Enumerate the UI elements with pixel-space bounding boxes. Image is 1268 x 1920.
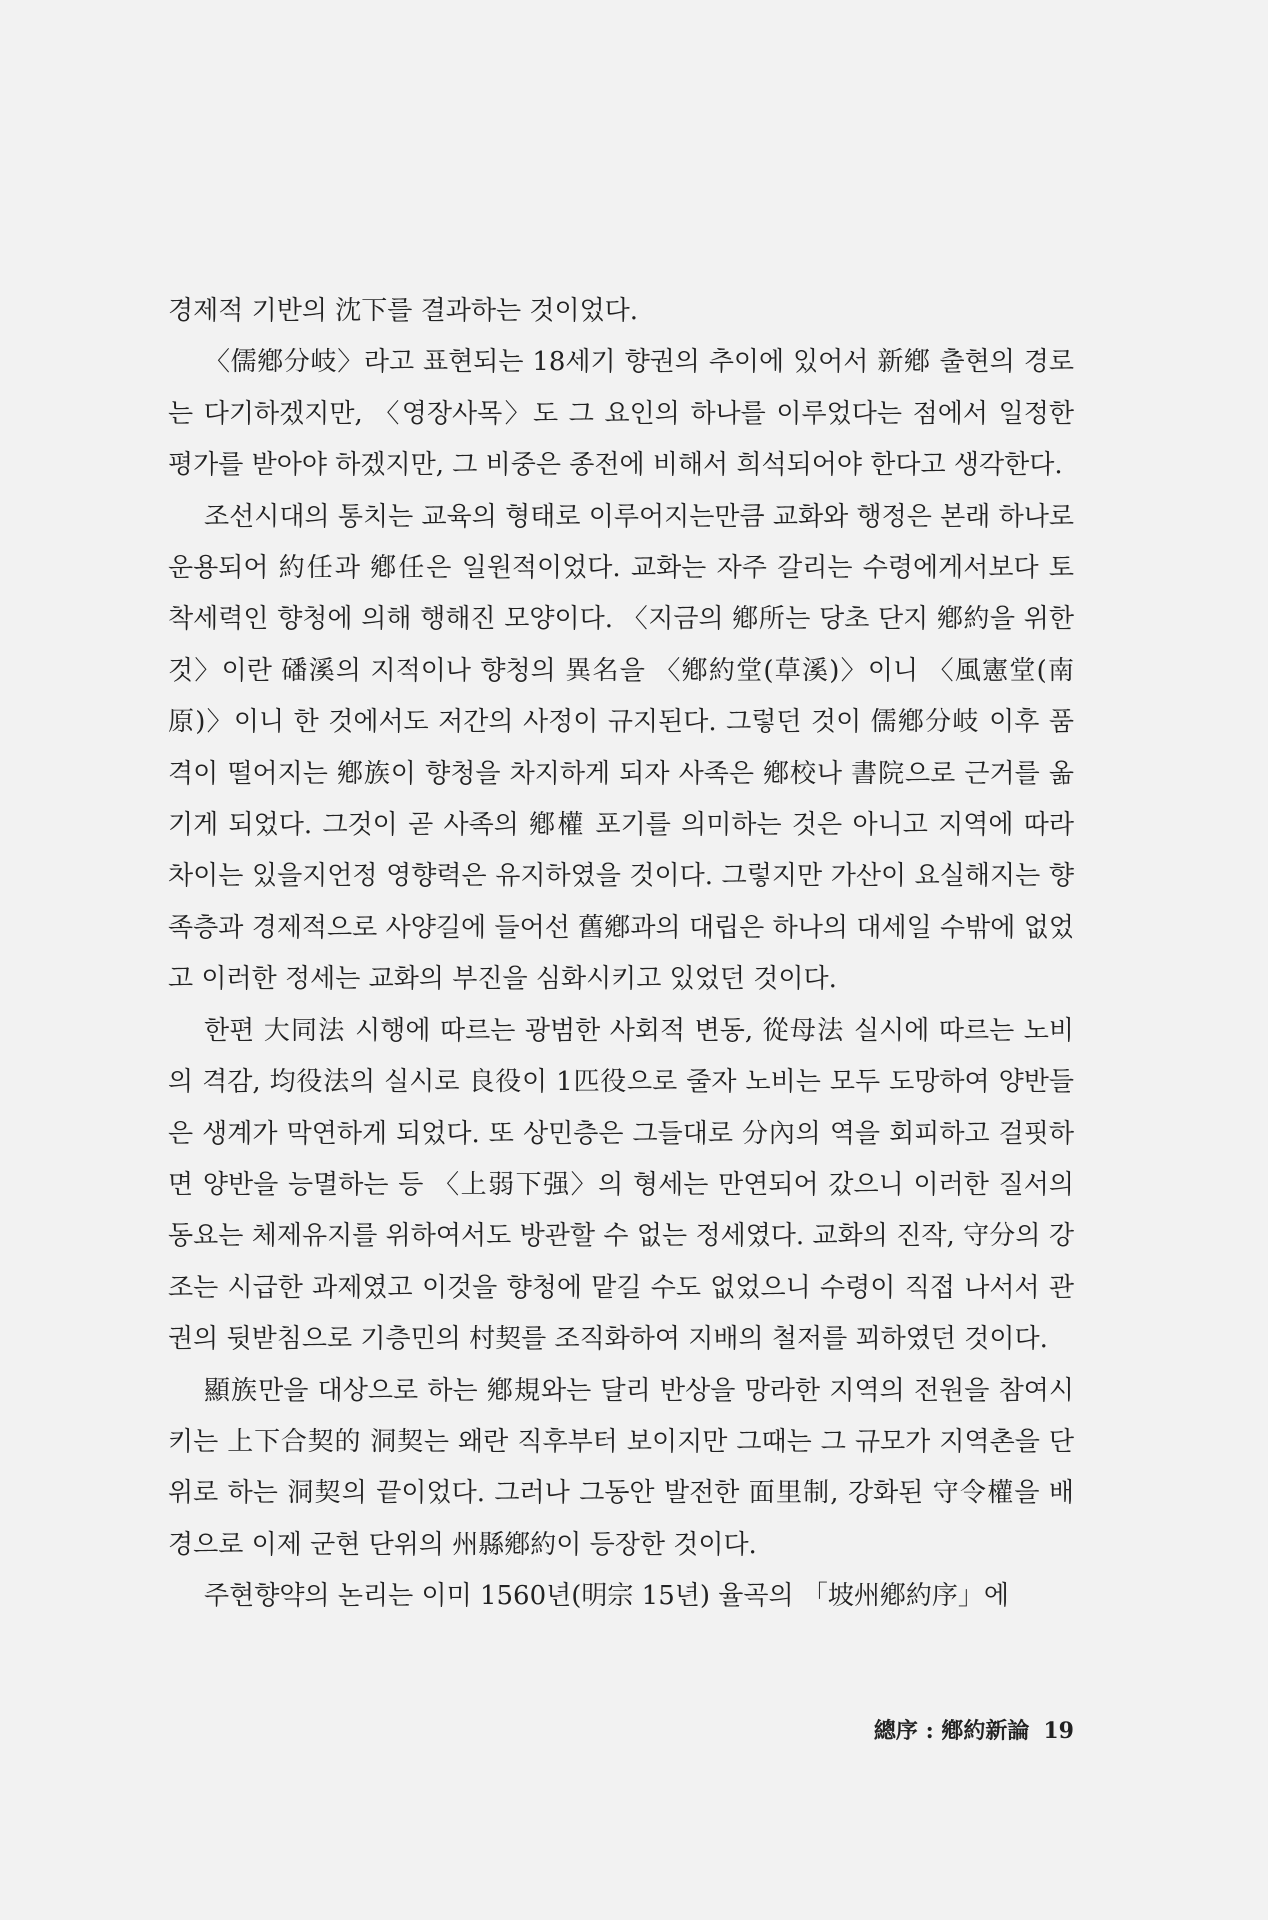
paragraph: 경제적 기반의 沈下를 결과하는 것이었다.	[168, 296, 639, 326]
page-number: 19	[1043, 1718, 1074, 1744]
body-text	[168, 286, 1074, 1623]
running-title: 總序 : 鄕約新論	[873, 1718, 1030, 1744]
paragraph: 주현향약의 논리는 이미 1560년(明宗 15년) 율곡의 「坡州鄕約序」에	[204, 1581, 1009, 1612]
paragraph: 〈儒鄕分岐〉라고 표현되는 18세기 향권의 추이에 있어서 新鄕 출현의 경로는 다기하겠지만, 〈영장사목〉도 그 요인의 하나를 이루었다는 점에서 일정한 평가를 받아야 하겠지만, 그 비중은 종전에 비해서 희석되어야 한다고 생각한다.	[168, 347, 1074, 481]
paragraph: 한편 大同法 시행에 따르는 광범한 사회적 변동, 從母法 실시에 따르는 노비의 격감, 均役法의 실시로 良役이 1匹役으로 줄자 노비는 모두 도망하여 양반들은 생계가 막연하게 되었다. 또 상민층은 그들대로 分內의 역을 회피하고 걸핏하면 양반을 능멸하는 등 〈上弱下强〉의 형세는 만연되어 갔으니 이러한 질서의 동요는 체제유지를 위하여서도 방관할 수 없는 정세였다. 교화의 진작, 守分의 강조는 시급한 과제였고 이것을 향청에 맡길 수도 없었으니 수령이 직접 나서서 관권의 뒷받침으로 기층민의 村契를 조직화하여 지배의 철저를 꾀하였던 것이다.	[168, 1015, 1074, 1355]
paragraph: 조선시대의 통치는 교육의 형태로 이루어지는만큼 교화와 행정은 본래 하나로 운용되어 約任과 鄕任은 일원적이었다. 교화는 자주 갈리는 수령에게서보다 토착세력인 향청에 의해 행해진 모양이다. 〈지금의 鄕所는 당초 단지 鄕約을 위한 것〉이란 磻溪의 지적이나 향청의 異名을 〈鄕約堂(草溪)〉이니 〈風憲堂(南原)〉이니 한 것에서도 저간의 사정이 규지된다. 그렇던 것이 儒鄕分岐 이후 품격이 떨어지는 鄕族이 향청을 차지하게 되자 사족은 鄕校나 書院으로 근거를 옮기게 되었다. 그것이 곧 사족의 鄕權 포기를 의미하는 것은 아니고 지역에 따라 차이는 있을지언정 영향력은 유지하였을 것이다. 그렇지만 가산이 요실해지는 향족층과 경제적으로 사양길에 들어선 舊鄕과의 대립은 하나의 대세일 수밖에 없었고 이러한 정세는 교화의 부진을 심화시키고 있었던 것이다.	[168, 501, 1074, 995]
page-footer	[820, 1714, 1074, 1745]
paragraph: 顯族만을 대상으로 하는 鄕規와는 달리 반상을 망라한 지역의 전원을 참여시키는 上下合契的 洞契는 왜란 직후부터 보이지만 그때는 그 규모가 지역촌을 단위로 하는 洞契의 끝이었다. 그러나 그동안 발전한 面里制, 강화된 守令權을 배경으로 이제 군현 단위의 州縣鄕約이 등장한 것이다.	[168, 1375, 1074, 1560]
